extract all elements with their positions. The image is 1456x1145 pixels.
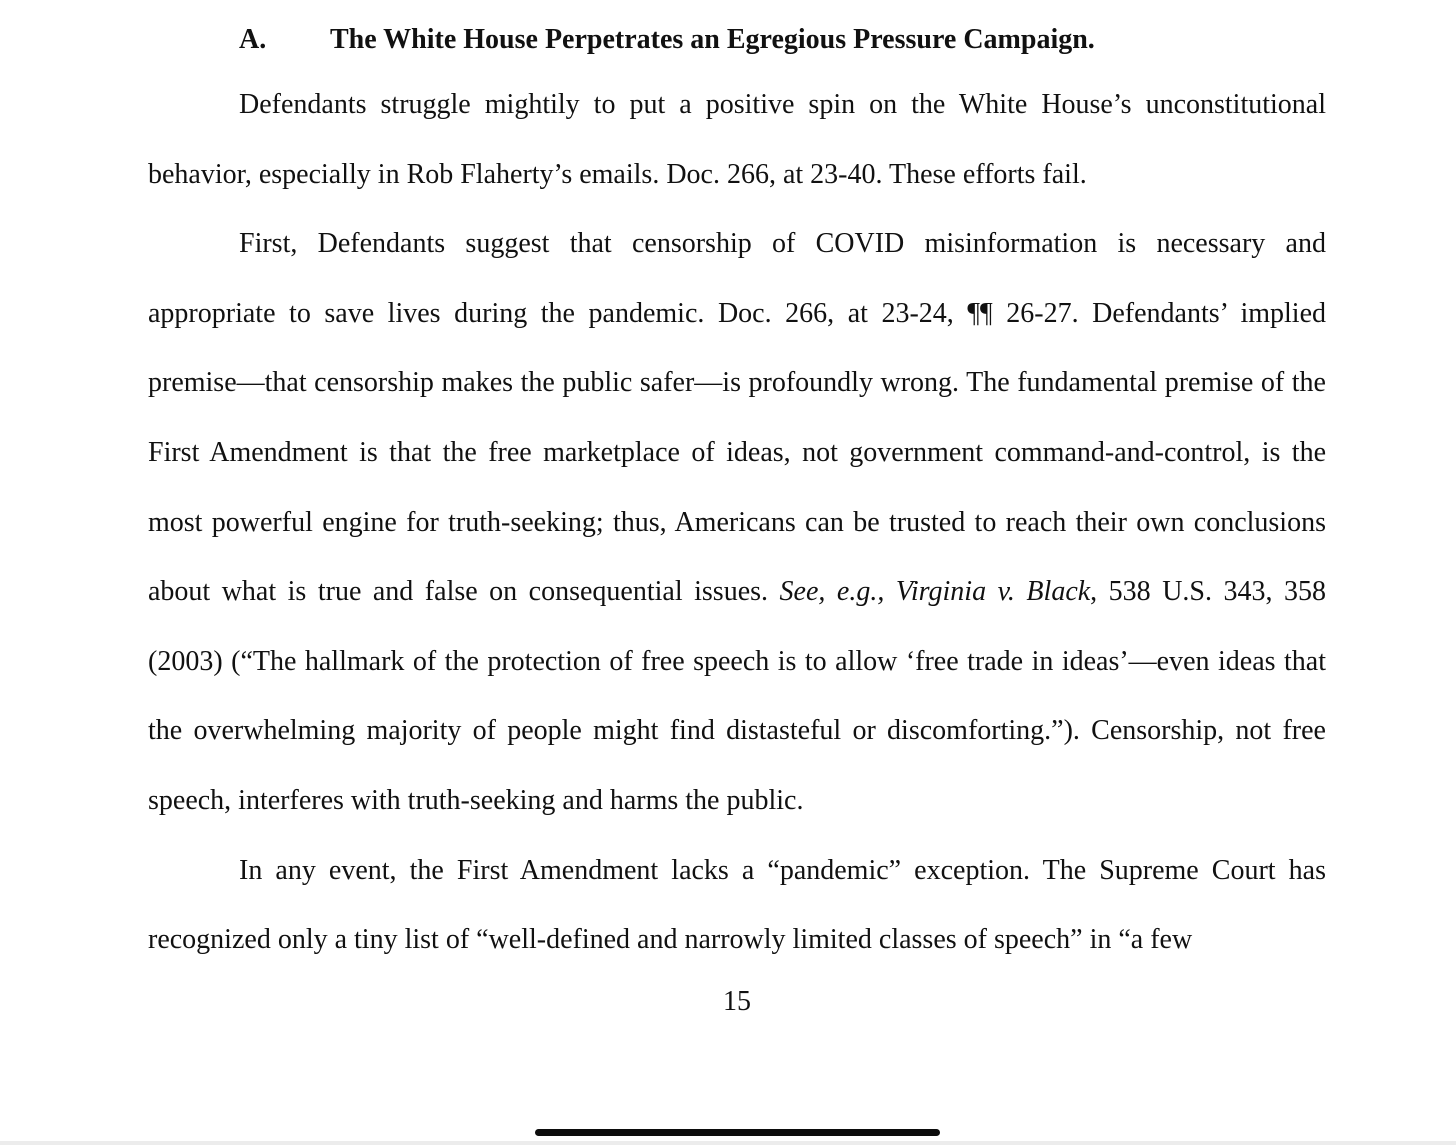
section-marker: A. <box>239 24 267 55</box>
paragraph-2 <box>148 209 1326 835</box>
bottom-edge <box>0 1141 1456 1145</box>
page-number: 15 <box>723 986 751 1017</box>
case-citation: See, e.g., Virginia v. Black <box>779 576 1091 608</box>
section-title: The White House Perpetrates an Egregious Pressure Campaign. <box>330 24 1095 55</box>
paragraph-2-text-continued: , 538 U.S. 343, 358 (2003) (“The hallmark of the protection of free speech is to allow ‘free trade in ideas’—even ideas that the overwhelming majority of people might find distasteful or discomforting.”). Censorship, not free speech, interferes with truth-seeking and harms the public. <box>148 576 1326 816</box>
body-text <box>148 70 1326 975</box>
section-heading <box>239 20 1095 60</box>
document-page <box>148 0 1326 1145</box>
paragraph-2-text: First, Defendants suggest that censorship of COVID misinformation is necessary and appropriate to save lives during the pandemic. Doc. 266, at 23-24, ¶¶ 26-27. Defendants’ implied premise—that censorship makes the public safer—is profoundly wrong. The fundamental premise of the First Amendment is that the free marketplace of ideas, not government command-and-control, is the most powerful engine for truth-seeking; thus, Americans can be trusted to reach their own conclusions about what is true and false on consequential issues. <box>148 228 1326 608</box>
paragraph-3: In any event, the First Amendment lacks a “pandemic” exception. The Supreme Court has recognized only a tiny list of “well-defined and narrowly limited classes of speech” in “a few <box>148 854 1326 956</box>
paragraph-1: Defendants struggle mightily to put a positive spin on the White House’s unconstitutional behavior, especially in Rob Flaherty’s emails. Doc. 266, at 23-40. These efforts fail. <box>148 89 1326 190</box>
home-indicator-bar[interactable] <box>535 1129 940 1136</box>
